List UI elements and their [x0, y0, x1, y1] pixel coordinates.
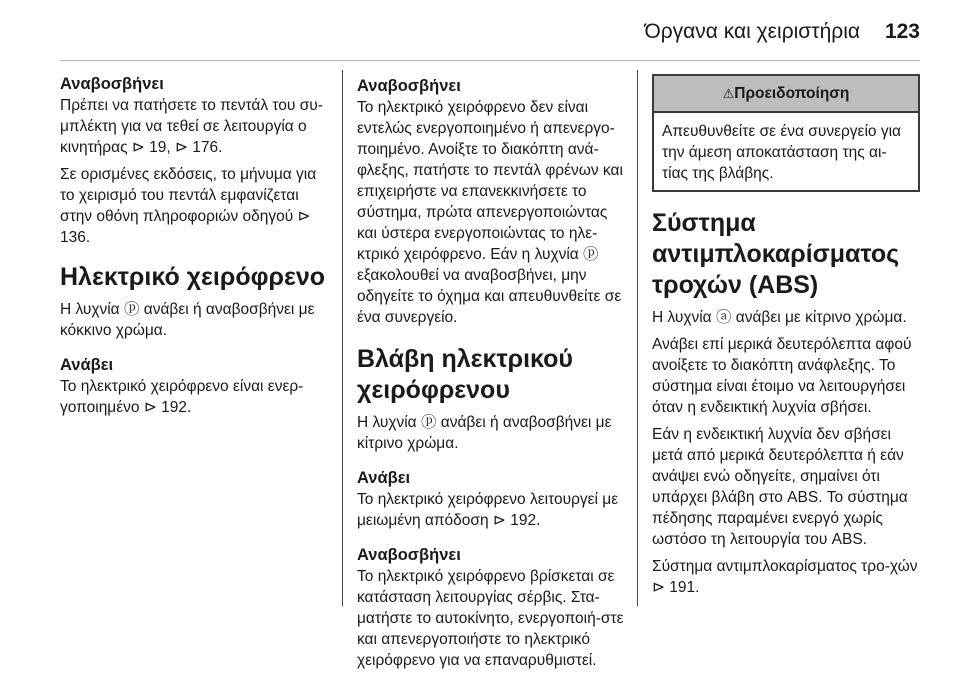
- section-title-abs: Σύστημα αντιμπλοκαρίσματος τροχών (ABS): [652, 209, 900, 299]
- subheading-flashing: Αναβοσβήνει: [357, 77, 461, 95]
- paragraph-abs-reference: Σύστημα αντιμπλοκαρίσματος τρο-χών ⊳ 191.: [652, 558, 918, 596]
- subheading-lit: Ανάβει: [357, 469, 411, 487]
- column-divider-2: [637, 70, 638, 606]
- paragraph-reduced-performance: Το ηλεκτρικό χειρόφρενο λειτουργεί με μειωμένη απόδοση ⊳ 192.: [357, 491, 619, 529]
- warning-box: [652, 74, 920, 192]
- column-3: [652, 74, 920, 604]
- section-title-electric-brake: Ηλεκτρικό χειρόφρενο: [60, 263, 325, 291]
- paragraph-clutch-message: Σε ορισμένες εκδόσεις, το μήνυμα για το χειρισμό του πεντάλ εμφανίζεται στην οθόνη πληροφοριών οδηγού ⊳ 136.: [60, 166, 317, 246]
- section-title-brake-fault: Βλάβη ηλεκτρικού χειρόφρενου: [357, 345, 573, 404]
- paragraph-abs-fault: Εάν η ενδεικτική λυχνία δεν σβήσει μετά από μερικά δευτερόλεπτα ή εάν ανάψει ενώ οδηγείτε, σημαίνει ότι υπάρχει βλάβη στο ABS. Το σύστημα πέδησης παραμένει ενεργό χωρίς ωστόσο τη λειτουργία του ABS.: [652, 426, 908, 548]
- paragraph-clutch: Πρέπει να πατήσετε το πεντάλ του συ-μπλέκτη για να τεθεί σε λειτουργία ο κινητήρας ⊳ 19, ⊳ 176.: [60, 97, 323, 156]
- paragraph-abs-startup: Ανάβει επί μερικά δευτερόλεπτα αφού ανοίξετε το διακόπτη ανάφλεξης. Το σύστημα είναι έτοιμο να λειτουργήσει όταν η ενδεικτική λυχνία σβήσει.: [652, 336, 912, 416]
- warning-text: Απευθυνθείτε σε ένα συνεργείο για την άμεση αποκατάσταση της αι-τίας της βλάβης.: [662, 123, 901, 182]
- paragraph-abs-lamp: Η λυχνία ⓐ ανάβει με κίτρινο χρώμα.: [652, 309, 907, 326]
- chapter-title: Όργανα και χειριστήρια: [644, 20, 860, 43]
- column-1: [60, 74, 332, 424]
- subheading-flashing: Αναβοσβήνει: [357, 546, 461, 564]
- paragraph-service-mode: Το ηλεκτρικό χειρόφρενο βρίσκεται σε κατάσταση λειτουργίας σέρβις. Στα-ματήστε το αυτοκίνητο, ενεργοποιή-στε και απενεργοποιήστε το ηλεκτρικό χειρόφρενο για να επαναρυθμιστεί.: [357, 568, 624, 669]
- paragraph-fault-lamp: Η λυχνία ⓟ ανάβει ή αναβοσβήνει με κίτρινο χρώμα.: [357, 414, 612, 452]
- warning-triangle-icon: ⚠: [722, 87, 735, 102]
- warning-header: [654, 76, 918, 113]
- header-divider: [60, 60, 920, 61]
- subheading-lit: Ανάβει: [60, 356, 114, 374]
- page-header: [0, 0, 960, 70]
- paragraph-brake-engaged: Το ηλεκτρικό χειρόφρενο είναι ενερ-γοποιημένο ⊳ 192.: [60, 378, 304, 416]
- warning-title: Προειδοποίηση: [734, 85, 850, 102]
- paragraph-brake-not-engaged: Το ηλεκτρικό χειρόφρενο δεν είναι εντελώς ενεργοποιημένο ή απενεργο-ποιημένο. Ανοίξτε το διακόπτη ανά-φλεξης, πατήστε το πεντάλ φρένων και επιχειρήστε να επανεκκινήσετε το σύστημα, πρώτα απενεργοποιώντας και ύστερα ενεργοποιώντας το ηλε-κτρικό χειρόφρενο. Εάν η λυχνία ⓟ εξακολουθεί να αναβοσβήνει, μην οδηγείτε το όχημα και απευθυνθείτε σε ένα συνεργείο.: [357, 99, 623, 326]
- paragraph-brake-lamp: Η λυχνία ⓟ ανάβει ή αναβοσβήνει με κόκκινο χρώμα.: [60, 301, 315, 339]
- column-divider-1: [342, 70, 343, 606]
- subheading-flashing: Αναβοσβήνει: [60, 75, 164, 93]
- column-2: [357, 76, 629, 677]
- page-number: 123: [884, 20, 920, 43]
